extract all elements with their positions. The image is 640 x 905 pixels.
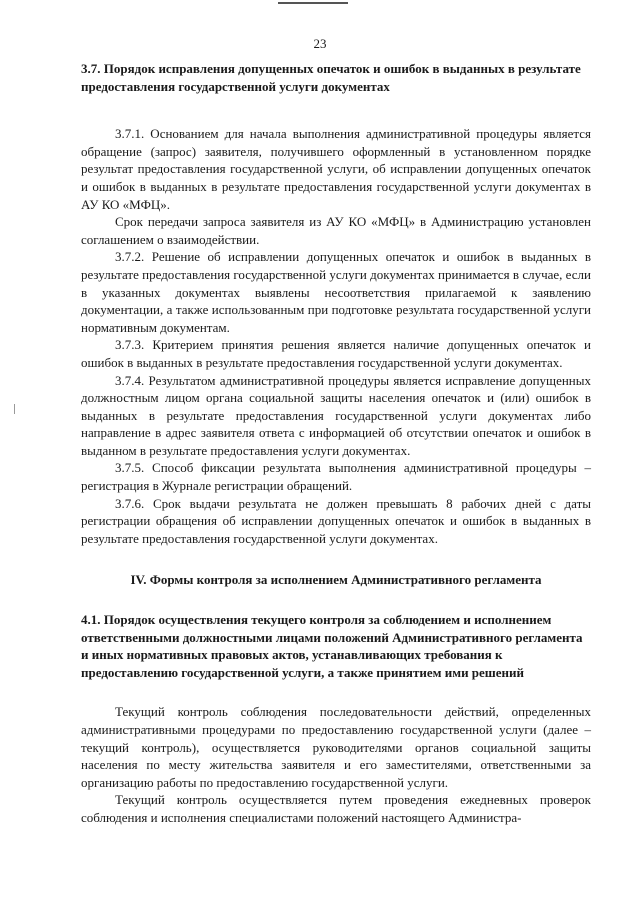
section-3-7-heading: 3.7. Порядок исправления допущенных опечаток и ошибок в выданных в результате предоставления государственной услуги документах: [81, 61, 581, 94]
document-body: [81, 60, 591, 827]
margin-mark: [14, 404, 15, 414]
paragraph-3-7-5: 3.7.5. Способ фиксации результата выполнения административной процедуры – регистрация в Журнале регистрации обращений.: [81, 460, 591, 494]
section-iv-heading: IV. Формы контроля за исполнением Административного регламента: [130, 572, 542, 588]
paragraph-3-7-3: 3.7.3. Критерием принятия решения является наличие допущенных опечаток и ошибок в выданных в результате предоставления государственной услуги документах.: [81, 337, 591, 370]
section-4-1: [81, 611, 591, 827]
top-edge-mark: [278, 2, 348, 4]
paragraph-transfer-term: Срок передачи запроса заявителя из АУ КО «МФЦ» в Администрацию установлен соглашением о взаимодействии.: [81, 214, 591, 247]
paragraph-control-method: Текущий контроль осуществляется путем проведения ежедневных проверок соблюдения и исполнения специалистами положений настоящего Администра-: [81, 792, 591, 825]
section-3-7: [81, 60, 591, 547]
paragraph-current-control: Текущий контроль соблюдения последовательности действий, определенных административными процедурами по предоставлению государственной услуги (далее – текущий контроль), осуществляется руководителями органов социальной защиты населения по месту жительства заявителя и его заместителями, ответственными за организацию работы по предоставлению государственной услуги.: [81, 704, 591, 790]
page-number: 23: [313, 36, 327, 51]
paragraph-3-7-2: 3.7.2. Решение об исправлении допущенных опечаток и ошибок в выданных в результате предоставления государственной услуги документах принимается в случае, если в указанных документах выявлены несоответствия прилагаемой к заявлению документации, а также использованным при подготовке результата государственной услуги нормативным документам.: [81, 249, 591, 335]
paragraph-3-7-4: 3.7.4. Результатом административной процедуры является исправление допущенных должностным лицом органа социальной защиты населения опечаток и (или) ошибок в выданных в результате предоставления государственной услуги документах либо направление в адрес заявителя ответа с информацией об отсутствии опечаток и ошибок в выданном в результате предоставления услуги документах.: [81, 372, 591, 458]
section-4-1-heading: 4.1. Порядок осуществления текущего контроля за соблюдением и исполнением ответственными должностными лицами положений Административного регламента и иных нормативных правовых актов, устанавливающих требования к предоставлению государственной услуги, а также принятием ими решений: [81, 612, 583, 680]
paragraph-3-7-1: 3.7.1. Основанием для начала выполнения административной процедуры является обращение (запрос) заявителя, получившего оформленный в установленном порядке результат предоставления государственной услуги, об исправлении допущенных опечаток и ошибок в выданных в результате предоставления государственной услуги документах в АУ КО «МФЦ».: [81, 126, 591, 212]
paragraph-3-7-6: 3.7.6. Срок выдачи результата не должен превышать 8 рабочих дней с даты регистрации обращения об исправлении допущенных опечаток и ошибок в выданных в результате предоставления государственной услуги документах.: [81, 495, 591, 546]
